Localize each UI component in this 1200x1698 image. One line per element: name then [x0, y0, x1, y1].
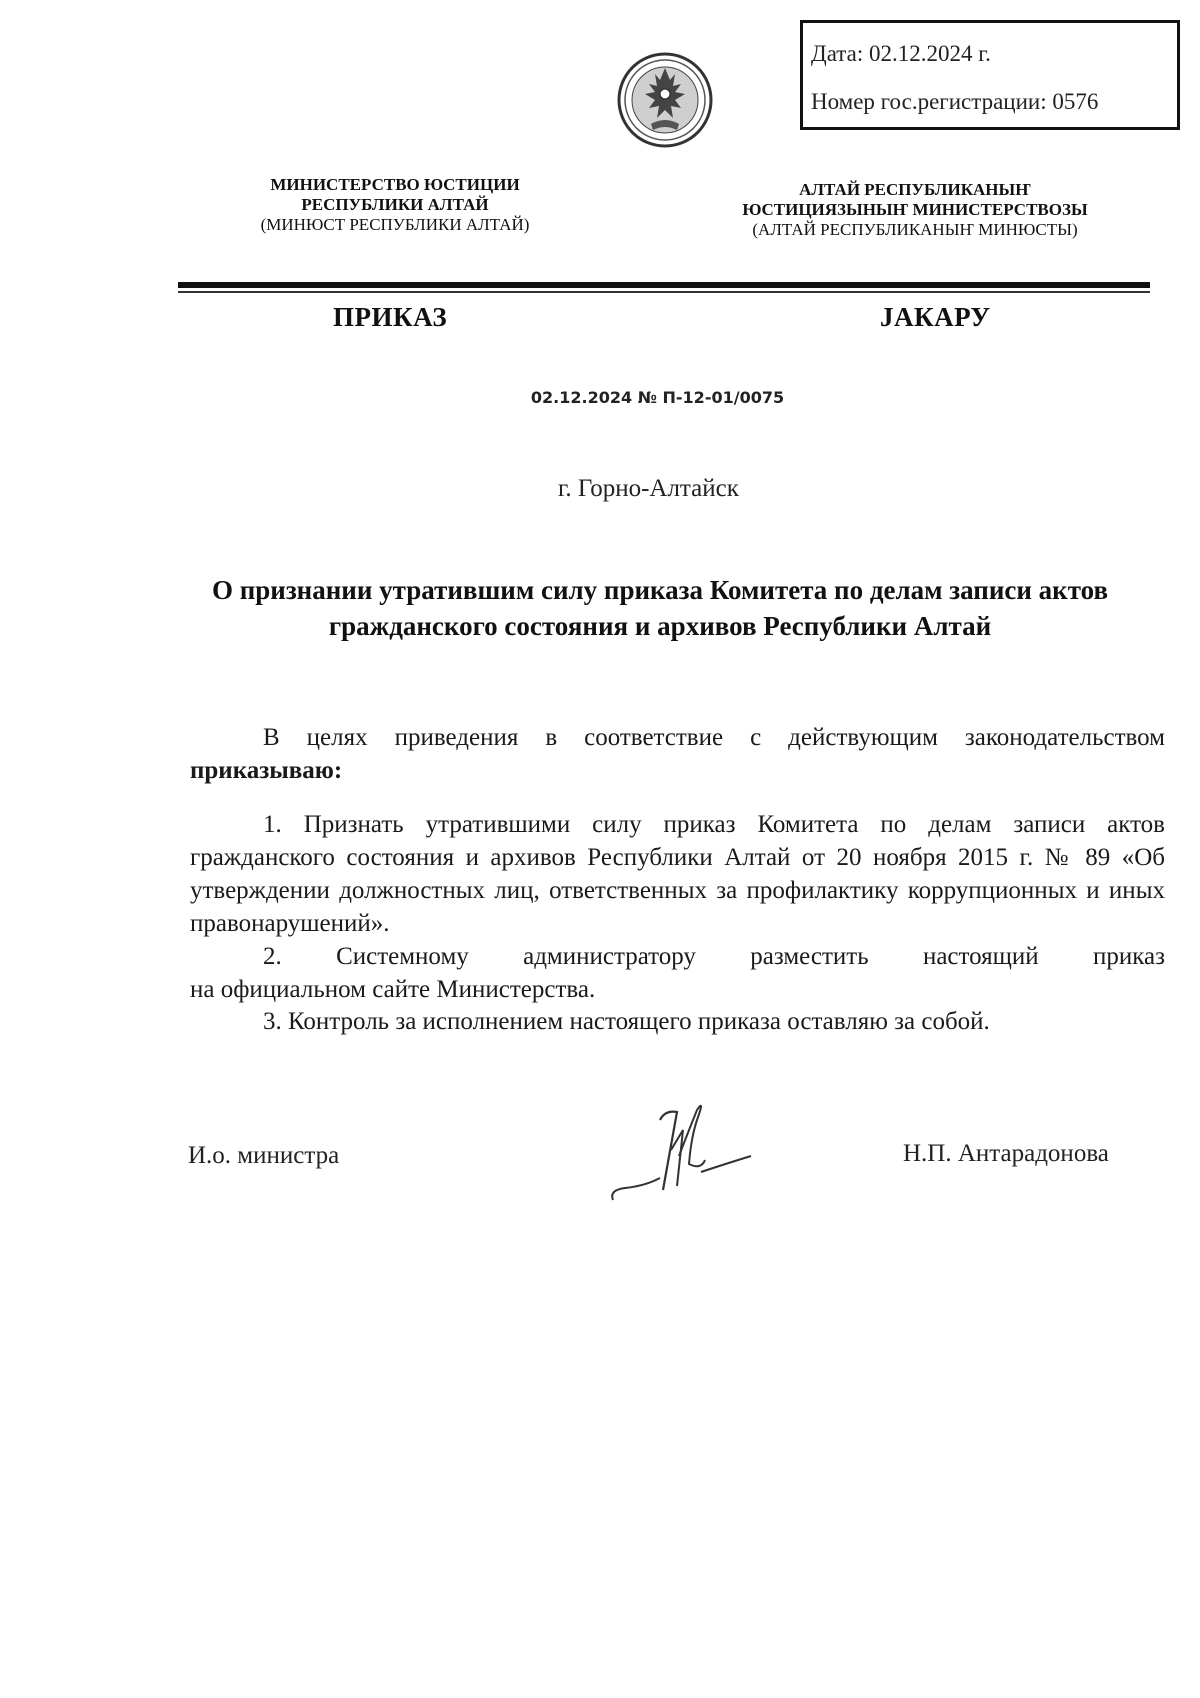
item-2-word: 2.: [263, 943, 282, 970]
item-2-word: администратору: [523, 943, 696, 970]
handwritten-signature-icon: [605, 1090, 765, 1210]
organization-name-altai: [705, 180, 1125, 240]
registration-number-label: Номер гос.регистрации: [811, 89, 1041, 114]
organization-ru-line2: РЕСПУБЛИКИ АЛТАЙ: [301, 195, 489, 214]
header-divider-thin: [178, 291, 1150, 293]
document-number: 02.12.2024 № П-12-01/0075: [530, 388, 785, 407]
signer-name: Н.П. Антарадонова: [903, 1140, 1109, 1167]
item-2-paragraph: [190, 940, 1165, 1006]
intro-paragraph: [190, 721, 1165, 787]
item-3-paragraph: 3. Контроль за исполнением настоящего приказа оставляю за собой.: [263, 1008, 990, 1035]
signer-role: И.о. министра: [188, 1142, 340, 1169]
city-name: г. Горно-Алтайск: [558, 475, 739, 502]
organization-name-ru: [200, 175, 590, 235]
registration-number-value: : 0576: [1040, 89, 1099, 114]
item-2-first-line: [190, 940, 1165, 973]
doc-type-ru: ПРИКАЗ: [333, 302, 448, 332]
header-divider-thick: [178, 282, 1150, 288]
doc-type-altai: ЈАКАРУ: [880, 302, 991, 332]
organization-alt-line1: АЛТАЙ РЕСПУБЛИКАНЫҤ: [799, 180, 1031, 199]
organization-ru-line3: (МИНЮСТ РЕСПУБЛИКИ АЛТАЙ): [260, 215, 530, 234]
registration-date-value: : 02.12.2024 г.: [856, 41, 991, 66]
intro-bold: приказываю:: [190, 757, 343, 784]
organization-alt-line2: ЮСТИЦИЯЗЫНЫҤ МИНИСТЕРСТВОЗЫ: [742, 200, 1088, 219]
organization-ru-line1: МИНИСТЕРСТВО ЮСТИЦИИ: [270, 175, 520, 194]
registration-date-row: [811, 39, 1169, 87]
organization-alt-line3: (АЛТАЙ РЕСПУБЛИКАНЫҤ МИНЮСТЫ): [752, 220, 1078, 239]
item-2-word: приказ: [1092, 943, 1165, 970]
document-title-line1: О признании утратившим силу приказа Комитета по делам записи актов: [211, 575, 1109, 605]
registration-box: [800, 20, 1180, 130]
item-2-second-line: на официальном сайте Министерства.: [190, 976, 596, 1003]
registration-date-label: Дата: [811, 41, 857, 66]
coat-of-arms-icon: [615, 50, 715, 150]
intro-text: В целях приведения в соответствие с действующим законодательством: [263, 724, 1165, 751]
registration-number-row: [811, 87, 1169, 135]
item-2-word: настоящий: [922, 943, 1039, 970]
item-1-paragraph: 1. Признать утратившими силу приказ Комитета по делам записи актов гражданского состояния и архивов Республики Алтай от 20 ноября 2015 г. № 89 «Об утверждении должностных лиц, ответственных за профилактику коррупционных и иных правонарушений».: [190, 811, 1165, 937]
item-2-word: Системному: [336, 943, 469, 970]
document-title-line2: гражданского состояния и архивов Республики Алтай: [328, 611, 992, 641]
item-2-word: разместить: [750, 943, 869, 970]
document-title: [180, 572, 1140, 644]
